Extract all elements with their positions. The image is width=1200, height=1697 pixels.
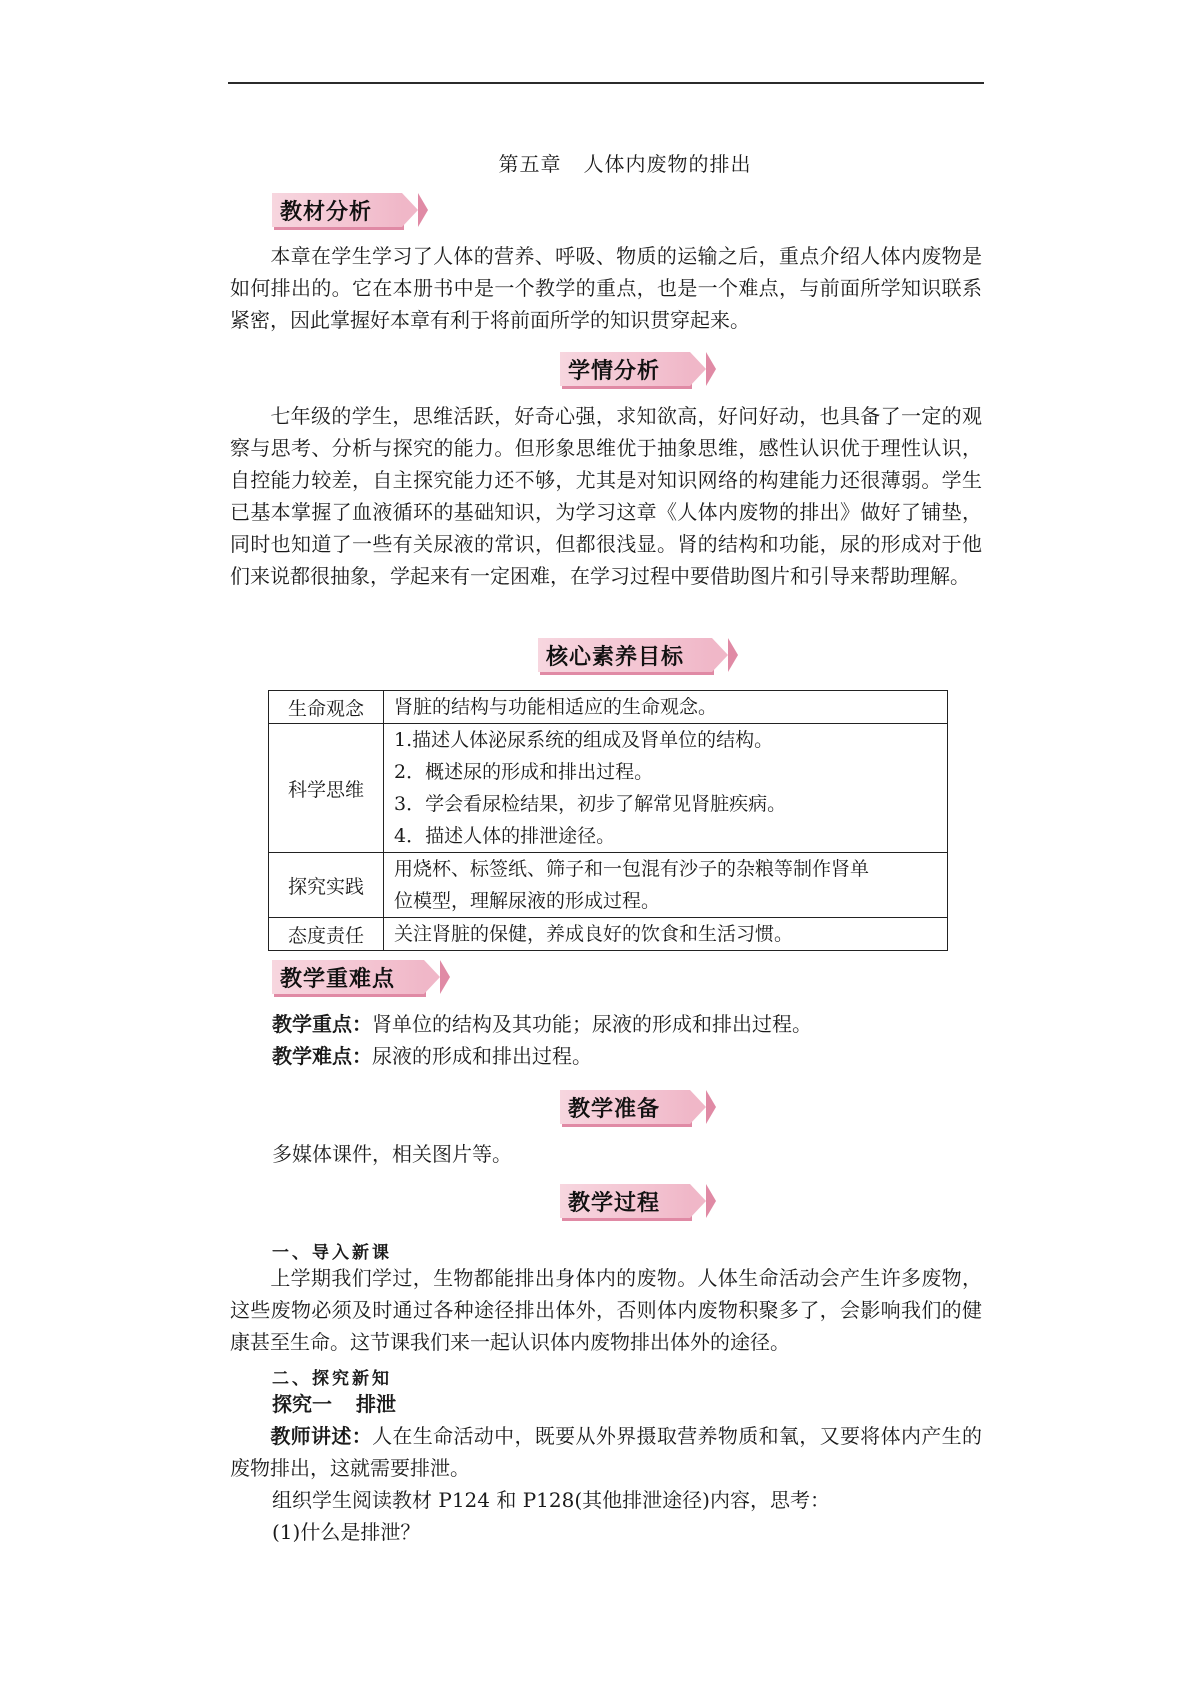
chevron-icon bbox=[706, 1090, 716, 1124]
part1-text: 上学期我们学过，生物都能排出身体内的废物。人体生命活动会产生许多废物，这些废物必须及时通过各种途径排出体外，否则体内废物积聚多了，会影响我们的健康甚至生命。这节课我们来一起认识体内废物排出体外的途径。 bbox=[230, 1266, 982, 1354]
section-banner-keypoints bbox=[272, 960, 424, 994]
goals-row bbox=[269, 691, 948, 724]
goals-category: 探究实践 bbox=[269, 853, 384, 918]
chevron-icon bbox=[706, 1184, 716, 1218]
prep-text: 多媒体课件，相关图片等。 bbox=[272, 1142, 512, 1166]
question-1: (1)什么是排泄？ bbox=[272, 1520, 421, 1544]
chevron-icon bbox=[440, 960, 450, 994]
goals-description bbox=[384, 691, 948, 724]
part1-heading: 一、导入新课 bbox=[272, 1243, 392, 1263]
focus-label: 教学重点： bbox=[272, 1012, 372, 1036]
part1-paragraph bbox=[230, 1262, 982, 1358]
difficulty-text: 尿液的形成和排出过程。 bbox=[372, 1044, 592, 1068]
chapter-name: 人体内废物的排出 bbox=[583, 152, 752, 176]
students-text: 七年级的学生，思维活跃，好奇心强，求知欲高，好问好动，也具备了一定的观察与思考、分析与探究的能力。但形象思维优于抽象思维，感性认识优于理性认识，自控能力较差，自主探究能力还不够，尤其是对知识网络的构建能力还很薄弱。学生已基本掌握了血液循环的基础知识，为学习这章《人体内废物的排出》做好了铺垫，同时也知道了一些有关尿液的常识，但都很浅显。肾的结构和功能，尿的形成对于他们来说都很抽象，学起来有一定困难，在学习过程中要借助图片和引导来帮助理解。 bbox=[230, 404, 982, 588]
difficulty-line bbox=[272, 1040, 592, 1072]
difficulty-label: 教学难点： bbox=[272, 1044, 372, 1068]
goals-description bbox=[384, 724, 948, 853]
section-title-students: 学情分析 bbox=[568, 358, 661, 384]
top-rule bbox=[228, 82, 984, 84]
goals-line: 位模型，理解尿液的形成过程。 bbox=[394, 890, 661, 912]
material-paragraph bbox=[230, 240, 982, 336]
goals-line: 3．学会看尿检结果，初步了解常见肾脏疾病。 bbox=[394, 793, 787, 815]
students-paragraph bbox=[230, 400, 982, 592]
section-banner-process bbox=[560, 1184, 690, 1218]
goals-category: 生命观念 bbox=[269, 691, 384, 724]
goals-line: 肾脏的结构与功能相适应的生命观念。 bbox=[394, 696, 718, 718]
teacher-label: 教师讲述： bbox=[270, 1424, 373, 1448]
goals-row bbox=[269, 918, 948, 951]
goals-line: 用烧杯、标签纸、筛子和一包混有沙子的杂粮等制作肾单 bbox=[394, 858, 870, 880]
section-title-process: 教学过程 bbox=[568, 1190, 661, 1216]
goals-line: 关注肾脏的保健，养成良好的饮食和生活习惯。 bbox=[394, 923, 794, 945]
goals-description bbox=[384, 918, 948, 951]
organize-text: 组织学生阅读教材 P124 和 P128(其他排泄途径)内容，思考： bbox=[272, 1488, 830, 1512]
focus-text: 肾单位的结构及其功能；尿液的形成和排出过程。 bbox=[372, 1012, 812, 1036]
section-banner-material bbox=[272, 193, 402, 227]
goals-line: 4．描述人体的排泄途径。 bbox=[394, 825, 616, 847]
goals-category: 态度责任 bbox=[269, 918, 384, 951]
goals-line: 2．概述尿的形成和排出过程。 bbox=[394, 761, 654, 783]
chevron-icon bbox=[418, 193, 428, 227]
goals-line: 1.描述人体泌尿系统的组成及肾单位的结构。 bbox=[394, 729, 774, 751]
section-title-material: 教材分析 bbox=[280, 199, 373, 225]
chevron-icon bbox=[706, 352, 716, 386]
chapter-number: 第五章 bbox=[498, 152, 562, 176]
focus-line bbox=[272, 1008, 812, 1040]
explore1-topic: 排泄 bbox=[356, 1392, 396, 1416]
chapter-title bbox=[0, 148, 1200, 177]
explore1-heading bbox=[272, 1388, 396, 1420]
section-banner-prep bbox=[560, 1090, 690, 1124]
section-banner-students bbox=[560, 352, 690, 386]
material-text: 本章在学生学习了人体的营养、呼吸、物质的运输之后，重点介绍人体内废物是如何排出的。它在本册书中是一个教学的重点，也是一个难点，与前面所学知识联系紧密，因此掌握好本章有利于将前面所学的知识贯穿起来。 bbox=[230, 244, 982, 332]
section-title-keypoints: 教学重难点 bbox=[280, 966, 396, 992]
goals-category: 科学思维 bbox=[269, 724, 384, 853]
goals-table bbox=[268, 690, 948, 951]
part2-heading: 二、探究新知 bbox=[272, 1369, 392, 1389]
chevron-icon bbox=[728, 638, 738, 672]
goals-row bbox=[269, 853, 948, 918]
goals-row bbox=[269, 724, 948, 853]
section-banner-goals bbox=[538, 638, 712, 672]
goals-description bbox=[384, 853, 948, 918]
teacher-paragraph bbox=[230, 1420, 982, 1484]
teacher-text: 人在生命活动中，既要从外界摄取营养物质和氧，又要将体内产生的废物排出，这就需要排泄。 bbox=[230, 1424, 983, 1480]
explore1-label: 探究一 bbox=[272, 1392, 332, 1416]
section-title-goals: 核心素养目标 bbox=[546, 644, 685, 670]
section-title-prep: 教学准备 bbox=[568, 1096, 661, 1122]
